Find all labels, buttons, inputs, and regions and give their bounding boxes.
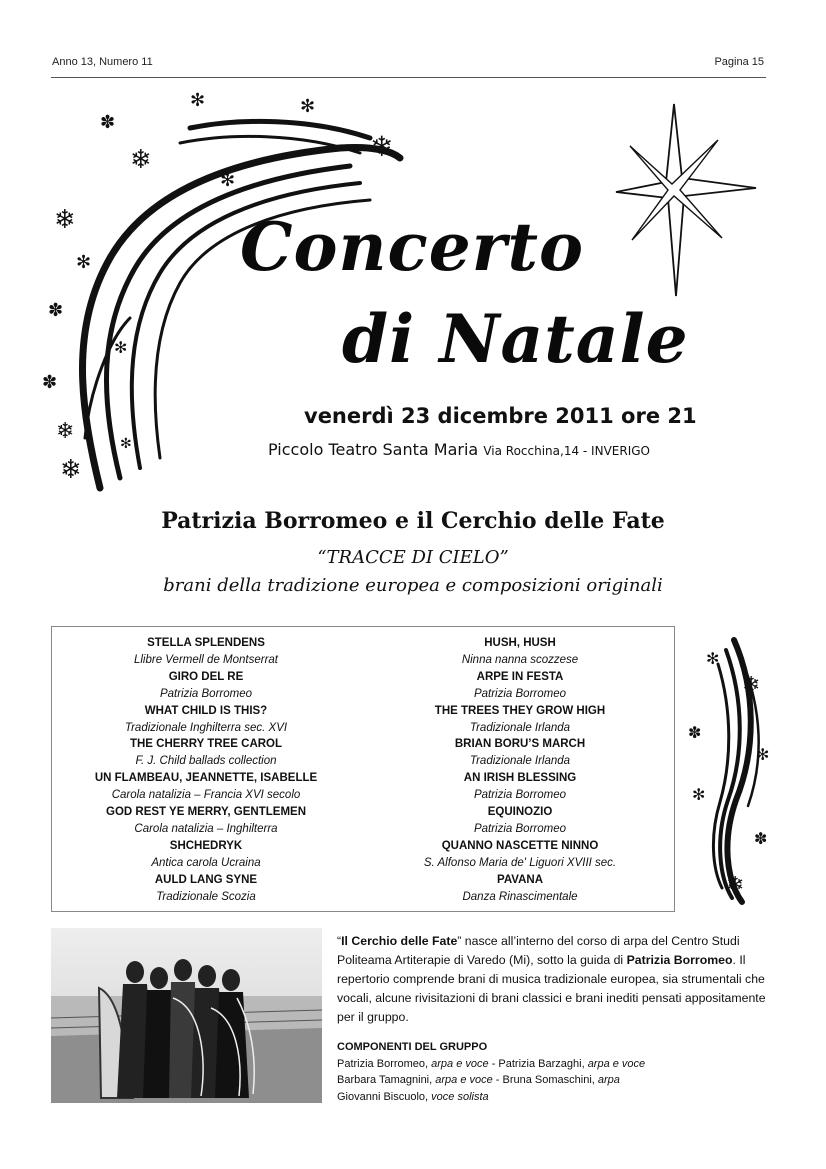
group-name: Il Cerchio delle Fate (341, 934, 458, 948)
piece-title: STELLA SPLENDENS (147, 637, 265, 649)
member-role: voce solista (431, 1090, 489, 1103)
piece-title: AN IRISH BLESSING (463, 772, 577, 785)
piece-source: Tradizionale Inghilterra sec. XVI (124, 721, 288, 734)
snowflake-icon: ✽ (100, 112, 116, 133)
show-tagline: brani della tradizione europea e composizioni originali (163, 575, 663, 596)
ornamental-swirl-left (40, 88, 420, 498)
piece-title: UN FLAMBEAU, JEANNETTE, ISABELLE (94, 772, 318, 785)
page-number: Pagina 15 (714, 56, 764, 68)
snowflake-icon: ✻ (220, 170, 236, 191)
member-role: arpa e voce (435, 1074, 493, 1086)
piece-source: S. Alfonso Maria de' Liguori XVIII sec. (423, 856, 617, 869)
snowflake-icon: ✽ (48, 300, 64, 321)
snowflake-icon: ❄ (60, 455, 82, 485)
piece-source: Carola natalizia – Inghilterra (134, 822, 278, 835)
snowflake-icon: ❄ (742, 673, 761, 698)
member-name: - Patrizia Barzaghi, (488, 1057, 588, 1070)
leader-name: Patrizia Borromeo (626, 953, 733, 967)
snowflake-icon: ✽ (754, 829, 768, 848)
snowflake-icon: ✻ (114, 338, 128, 357)
piece-source: Tradizionale Scozia (156, 890, 256, 903)
piece-title: THE CHERRY TREE CAROL (129, 738, 283, 751)
piece-title: WHAT CHILD IS THIS? (144, 704, 268, 717)
member-role: arpa e voce (587, 1057, 646, 1070)
piece-title: GOD REST YE MERRY, GENTLEMEN (106, 806, 306, 819)
piece-source: Ninna nanna scozzese (461, 653, 579, 666)
description-text-1: ” nasce all’interno del corso di arpa del Centro Studi Politeama Artiterapie di Varedo (Mi), sotto la guida di (337, 934, 740, 967)
group-photo (51, 928, 322, 1103)
venue-name: Piccolo Teatro Santa Maria (268, 440, 479, 459)
member-role: arpa e voce (431, 1057, 489, 1070)
snowflake-icon: ❄ (54, 205, 76, 235)
piece-source: F. J. Child ballads collection (135, 755, 277, 768)
member-name: Patrizia Borromeo, (337, 1057, 432, 1070)
show-title: “TRACCE DI CIELO” (317, 547, 509, 568)
snowflake-icon: ❄ (56, 419, 75, 444)
piece-source: Patrizia Borromeo (473, 687, 567, 700)
member-name: Giovanni Biscuolo, (337, 1090, 432, 1103)
snowflake-icon: ✽ (688, 723, 702, 742)
event-date: venerdì 23 dicembre 2011 ore 21 (304, 404, 697, 428)
snowflake-icon: ✻ (706, 649, 720, 668)
issue-label: Anno 13, Numero 11 (52, 56, 153, 68)
venue-address: Via Rocchina,14 - INVERIGO (483, 444, 650, 458)
quote-open: “ (337, 934, 342, 948)
program-box (51, 626, 675, 912)
group-description (337, 932, 769, 1027)
snowflake-icon: ✻ (300, 96, 316, 117)
snowflake-icon: ✻ (190, 90, 206, 111)
piece-title: BRIAN BORU’S MARCH (454, 738, 586, 751)
piece-title: AULD LANG SYNE (154, 873, 258, 886)
snowflake-icon: ❄ (726, 873, 745, 898)
description-text-2: . Il repertorio comprende brani di musica tradizionale europea, sia strumentali che vocali, alcune rivisitazioni di brani classici e brani inediti pensati appositamente per il gruppo. (337, 953, 766, 1024)
piece-title: SHCHEDRYK (169, 839, 243, 852)
performer-name: Patrizia Borromeo e il Cerchio delle Fate (161, 508, 665, 534)
members-section (337, 1039, 777, 1105)
snowflake-icon: ✻ (692, 785, 706, 804)
member-role: arpa (597, 1074, 620, 1086)
piece-source: Patrizia Borromeo (473, 789, 567, 802)
member-line (337, 1056, 777, 1073)
ornamental-swirl-right (686, 630, 776, 910)
member-line (337, 1072, 777, 1089)
snowflake-icon: ❄ (130, 145, 152, 175)
piece-source: Tradizionale Irlanda (469, 721, 571, 734)
piece-source: Patrizia Borromeo (159, 687, 253, 700)
header-rule (51, 77, 766, 78)
snowflake-icon: ✻ (120, 436, 132, 452)
snowflake-icon: ✻ (756, 745, 770, 764)
event-venue (268, 440, 650, 459)
piece-title: QUANNO NASCETTE NINNO (441, 839, 599, 852)
piece-title: EQUINOZIO (487, 806, 553, 819)
snowflake-icon: ✽ (42, 372, 58, 393)
piece-title: PAVANA (497, 873, 543, 886)
piece-source: Tradizionale Irlanda (469, 755, 571, 768)
piece-title: ARPE IN FESTA (476, 670, 564, 683)
member-name: - Bruna Somaschini, (492, 1074, 598, 1086)
event-title-line1: Concerto (240, 208, 584, 286)
program-left-column (56, 635, 356, 906)
piece-source: Llibre Vermell de Montserrat (133, 653, 279, 666)
piece-source: Danza Rinascimentale (462, 890, 578, 903)
piece-title: GIRO DEL RE (168, 670, 244, 683)
member-name: Barbara Tamagnini, (337, 1074, 436, 1086)
piece-title: HUSH, HUSH (484, 637, 556, 649)
program-right-column (370, 635, 670, 906)
piece-source: Patrizia Borromeo (473, 822, 567, 835)
piece-title: THE TREES THEY GROW HIGH (434, 704, 606, 717)
snowflake-icon: ❄ (370, 130, 394, 163)
member-line (337, 1089, 777, 1106)
christmas-star-icon (610, 100, 760, 300)
piece-source: Antica carola Ucraina (151, 856, 261, 869)
snowflake-icon: ✻ (76, 252, 92, 273)
event-title-line2: di Natale (342, 300, 689, 378)
members-heading: COMPONENTI DEL GRUPPO (337, 1041, 488, 1053)
piece-source: Carola natalizia – Francia XVI secolo (111, 789, 301, 802)
